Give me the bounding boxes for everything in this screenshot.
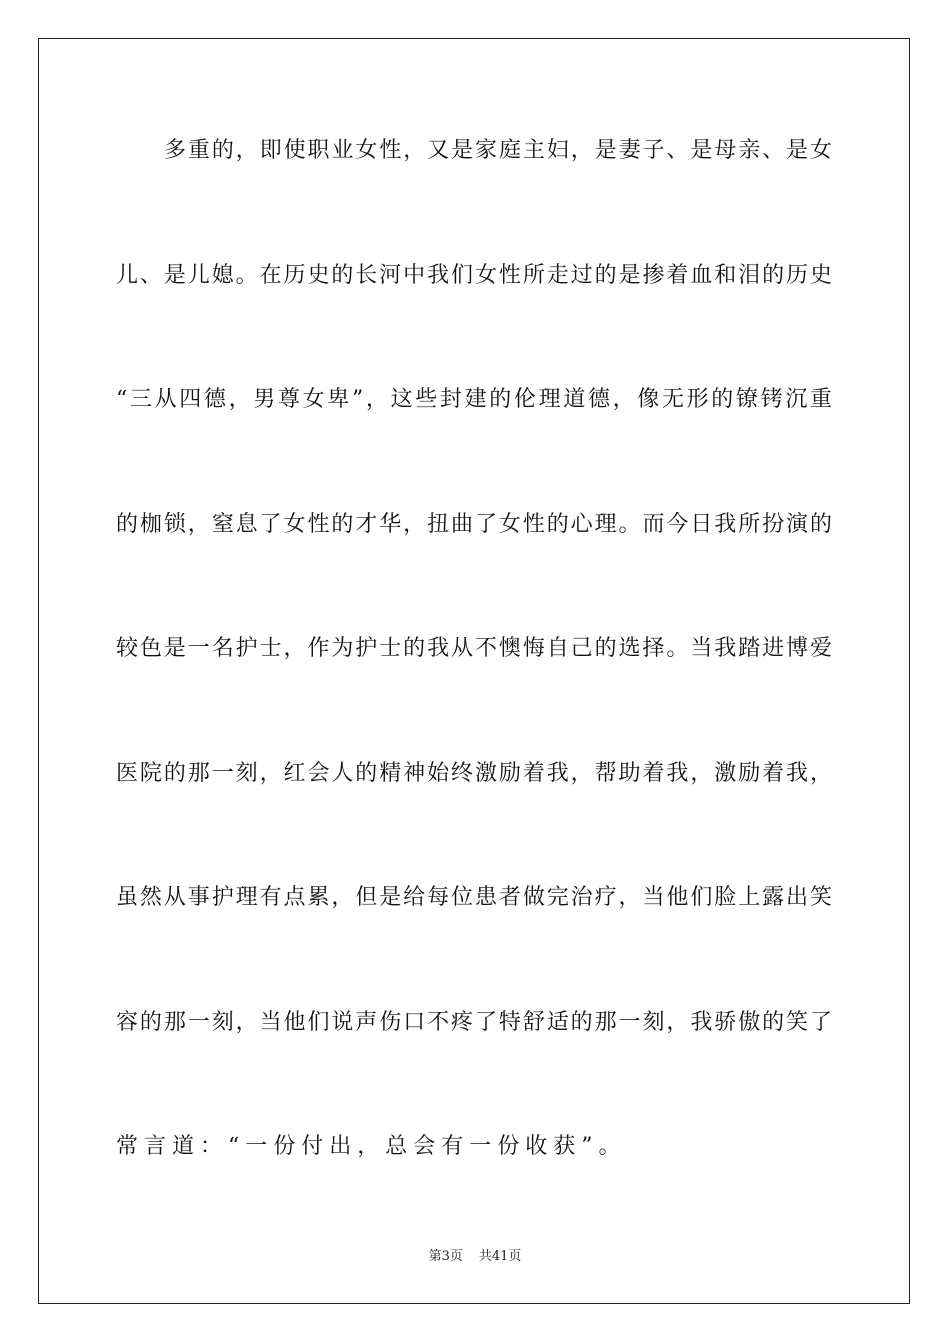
- body-text-line-5: 较色是一名护士，作为护士的我从不懊悔自己的选择。当我踏进博爱: [116, 636, 832, 661]
- body-text-line-3: “三从四德，男尊女卑”，这些封建的伦理道德，像无形的镣铐沉重: [116, 387, 832, 412]
- page-border: [38, 38, 910, 1304]
- body-text-line-1: 多重的，即使职业女性，又是家庭主妇，是妻子、是母亲、是女: [164, 138, 832, 163]
- body-text-line-8: 容的那一刻，当他们说声伤口不疼了特舒适的那一刻，我骄傲的笑了: [116, 1010, 832, 1035]
- body-text-line-7: 虽然从事护理有点累，但是给每位患者做完治疗，当他们脸上露出笑: [116, 885, 832, 910]
- body-text-line-6: 医院的那一刻，红会人的精神始终激励着我，帮助着我，激励着我，: [116, 761, 832, 786]
- body-text-line-2: 儿、是儿媳。在历史的长河中我们女性所走过的是掺着血和泪的历史: [116, 263, 832, 288]
- page-number-total: 共41页: [478, 1249, 522, 1264]
- body-text-line-4: 的枷锁，窒息了女性的才华，扭曲了女性的心理。而今日我所扮演的: [116, 512, 832, 537]
- page-number-current: 第3页: [428, 1249, 463, 1264]
- page-footer: [0, 1248, 950, 1266]
- body-text-line-9: 常言道：“一份付出，总会有一份收获”。: [116, 1134, 627, 1159]
